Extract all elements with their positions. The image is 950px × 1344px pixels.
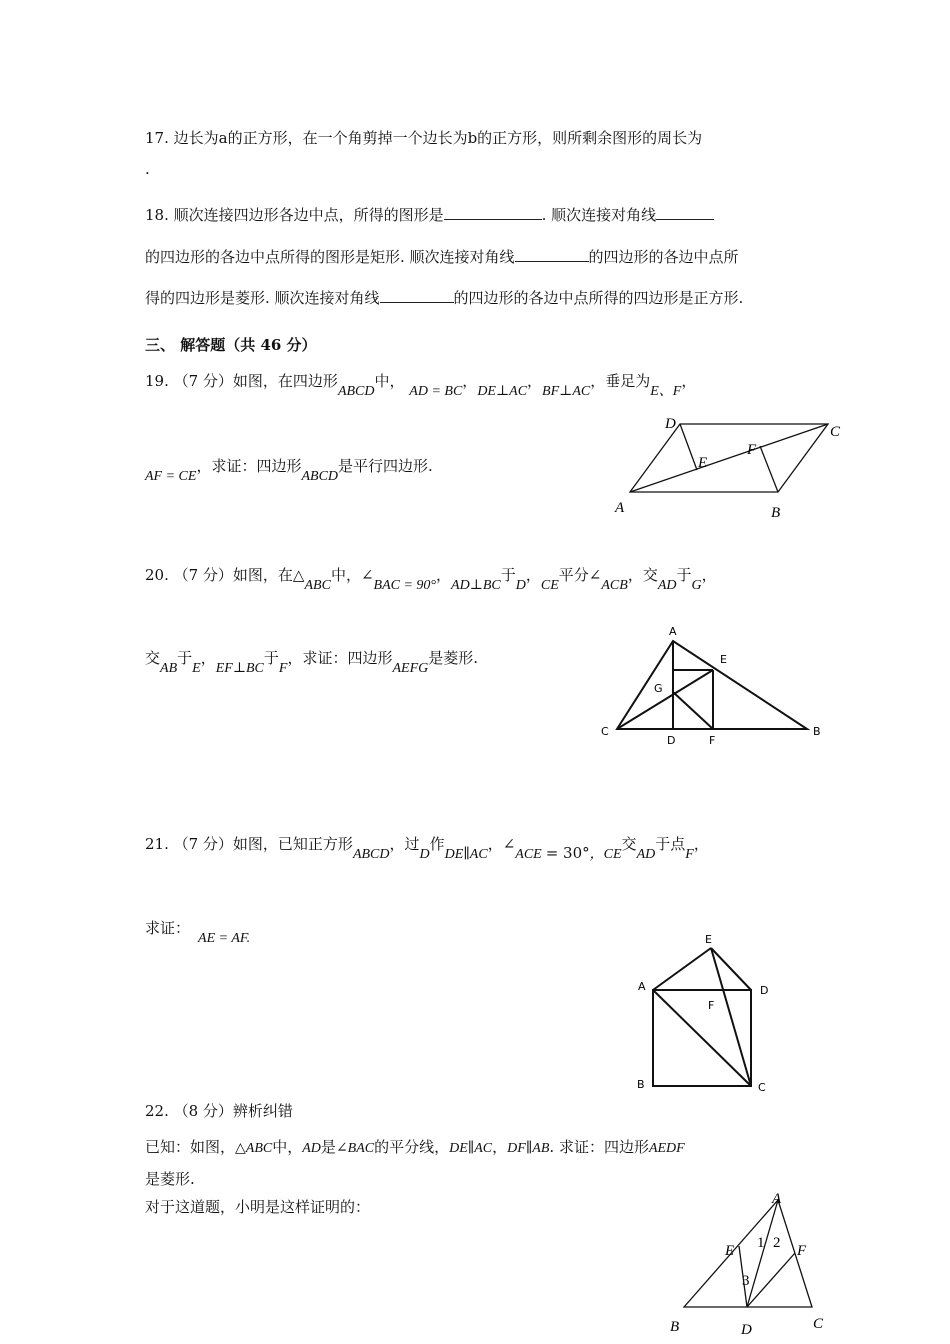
- q18-line1: 18. 顺次连接四边形各边中点，所得的图形是 . 顺次连接对角线: [145, 204, 714, 225]
- label-E: E: [698, 455, 708, 471]
- angle-2: 2: [773, 1235, 781, 1251]
- label-A: A: [638, 980, 646, 993]
- answer-blank[interactable]: [444, 205, 542, 220]
- label-E: E: [705, 933, 712, 946]
- q20-line2: 交AB于E，EF⊥BC于F，求证：四边形AEFG是菱形.: [145, 649, 479, 676]
- q22-line3: 对于这道题，小明是这样证明的：: [145, 1198, 371, 1216]
- q19-line1: 19. （7 分）如图，在四边形ABCD中， AD = BC，DE⊥AC，BF⊥AC，垂足为E、F，: [145, 372, 697, 399]
- q21-figure: [630, 928, 780, 1096]
- label-A: A: [615, 500, 625, 516]
- label-G: G: [654, 682, 663, 695]
- q22-line1: 已知：如图，△ABC中，AD是∠BAC的平分线，DE∥AC，DF∥AB. 求证：四边形AEDF: [145, 1138, 685, 1156]
- q17-line1: 17. 边长为a的正方形，在一个角剪掉一个边长为b的正方形，则所剩余图形的周长为: [145, 129, 703, 147]
- label-D: D: [741, 1322, 752, 1338]
- q19-figure: [605, 408, 855, 526]
- q18-line3: 得的四边形是菱形. 顺次连接对角线 的四边形的各边中点所得的四边形是正方形.: [145, 289, 744, 307]
- q18-line2: 的四边形的各边中点所得的图形是矩形. 顺次连接对角线 的四边形的各边中点所: [145, 248, 739, 266]
- label-F: F: [747, 442, 757, 458]
- angle-3: 3: [742, 1273, 750, 1289]
- label-B: B: [670, 1319, 680, 1335]
- label-D: D: [665, 416, 676, 432]
- answer-blank[interactable]: [380, 288, 454, 303]
- q17-line2: .: [145, 160, 150, 178]
- label-C: C: [758, 1081, 766, 1094]
- q21-line2: 求证：AE = AF.: [145, 919, 251, 946]
- q22-line2: 是菱形.: [145, 1170, 195, 1188]
- q20-line1: 20. （7 分）如图，在△ABC中，∠BAC = 90°，AD⊥BC于D，CE平分∠ACB，交AD于G，: [145, 566, 717, 593]
- q20-figure: [595, 620, 830, 748]
- label-C: C: [830, 424, 841, 440]
- q19-line2: AF = CE，求证：四边形ABCD是平行四边形.: [145, 457, 433, 484]
- label-F: F: [708, 999, 715, 1012]
- label-A: A: [669, 625, 677, 638]
- angle-1: 1: [757, 1235, 765, 1251]
- section-title: 三、 解答题（共 46 分）: [145, 336, 317, 354]
- label-B: B: [813, 725, 821, 738]
- label-B: B: [637, 1078, 645, 1091]
- label-A: A: [772, 1191, 782, 1207]
- label-B: B: [771, 505, 781, 521]
- label-E: E: [720, 653, 727, 666]
- label-C: C: [601, 725, 609, 738]
- label-C: C: [813, 1316, 824, 1332]
- q22-figure: [665, 1188, 835, 1340]
- answer-blank[interactable]: [515, 247, 589, 262]
- q21-line1: 21. （7 分）如图，已知正方形ABCD，过D作DE∥AC，∠ACE = 30°，CE交AD于点F，: [145, 835, 709, 862]
- label-F: F: [797, 1243, 807, 1259]
- label-E: E: [725, 1243, 735, 1259]
- label-D: D: [667, 734, 676, 747]
- answer-blank[interactable]: [656, 205, 714, 220]
- label-D: D: [760, 984, 769, 997]
- label-F: F: [709, 734, 716, 747]
- q22-title: 22. （8 分）辨析纠错: [145, 1102, 293, 1120]
